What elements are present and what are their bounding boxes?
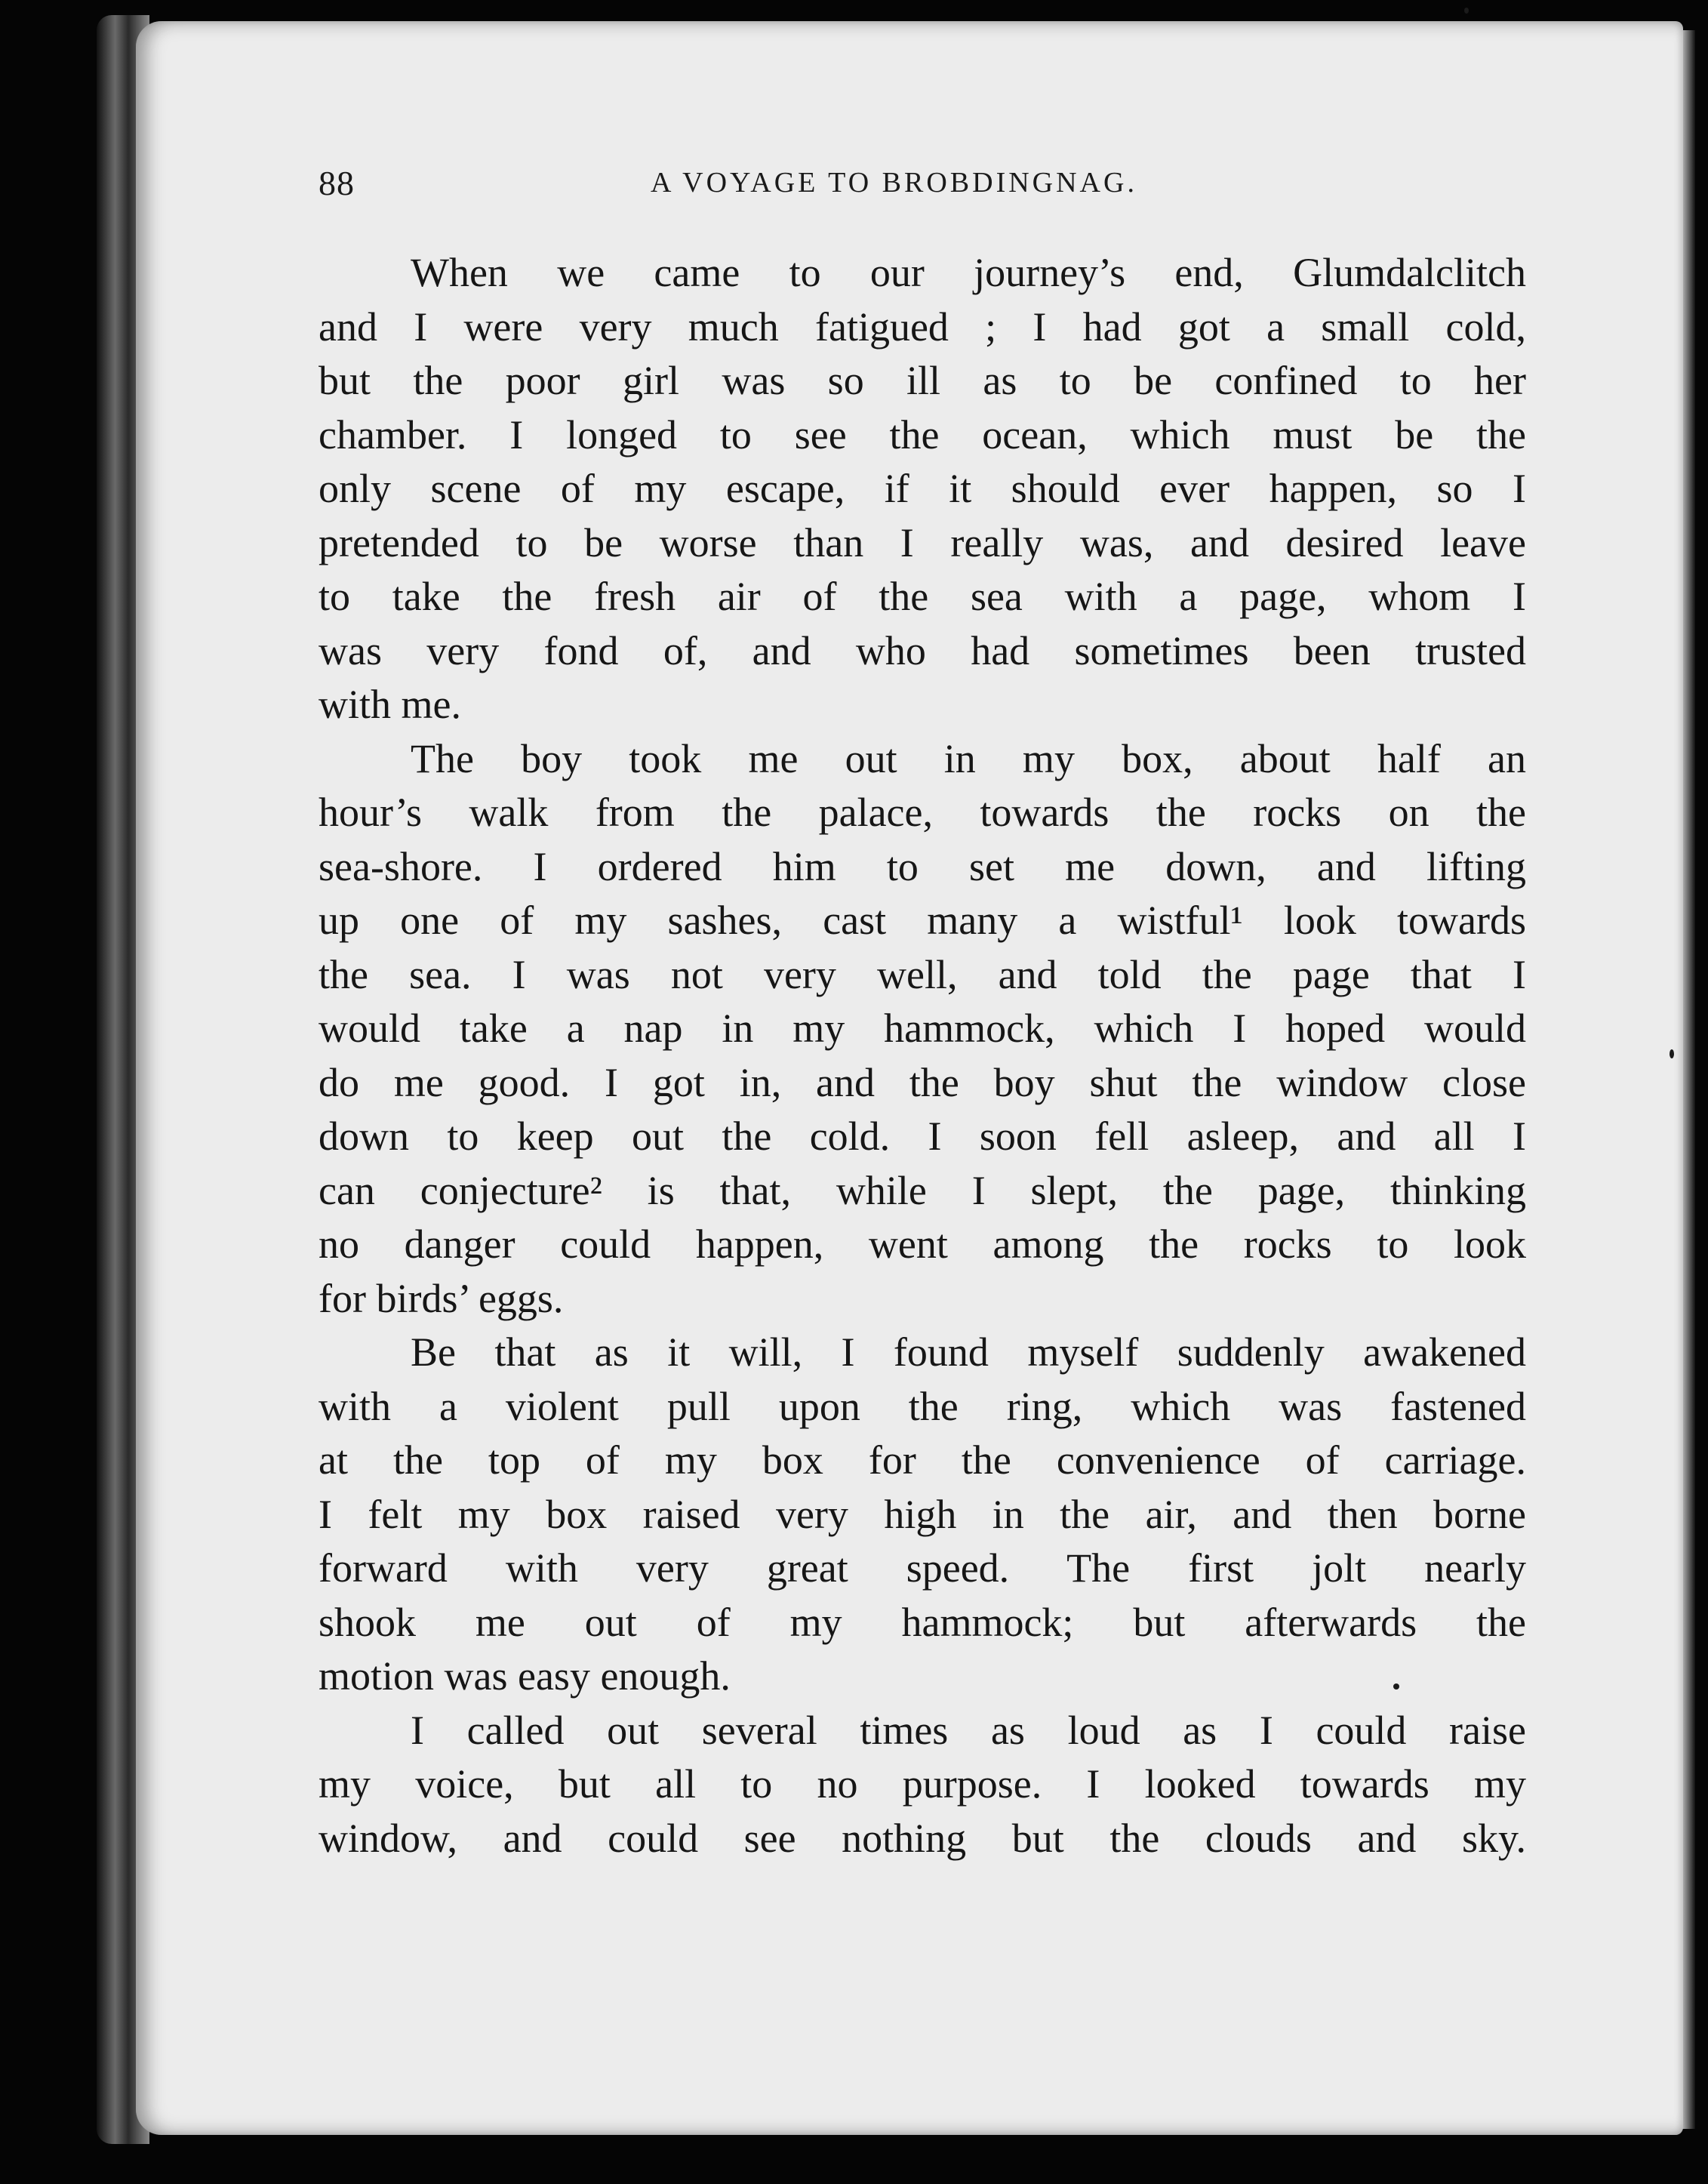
text-line: sea-shore. I ordered him to set me down, and lifting — [319, 843, 1526, 889]
text-line: down to keep out the cold. I soon fell asleep, and all I — [319, 1114, 1526, 1159]
scan-speck — [1393, 1683, 1399, 1690]
text-line: When we came to our journey’s end, Glumdalclitch — [411, 250, 1526, 295]
text-line: shook me out of my hammock; but afterwards the — [319, 1599, 1526, 1645]
page-edge-shadow — [1682, 30, 1695, 2129]
text-line: The boy took me out in my box, about half an — [411, 735, 1526, 781]
scan-speck — [1670, 1049, 1674, 1058]
text-line: the sea. I was not very well, and told the page that I — [319, 951, 1526, 997]
page-number: 88 — [319, 164, 355, 202]
running-title: A VOYAGE TO BROBDINGNAG. — [651, 167, 1137, 199]
text-line: pretended to be worse than I really was, and desired leave — [319, 519, 1526, 565]
text-line: would take a nap in my hammock, which I hoped would — [319, 1006, 1526, 1051]
text-line: up one of my sashes, cast many a wistful¹ look towards — [319, 898, 1526, 943]
text-line: I felt my box raised very high in the air, and then borne — [319, 1491, 1526, 1537]
text-line: my voice, but all to no purpose. I looked towards my — [319, 1761, 1526, 1807]
text-line: with me. — [319, 682, 461, 727]
text-line: was very fond of, and who had sometimes been trusted — [319, 627, 1526, 673]
text-line: at the top of my box for the convenience of carriage. — [319, 1437, 1526, 1483]
text-line: Be that as it will, I found myself suddenly awakened — [411, 1329, 1526, 1375]
text-line: forward with very great speed. The first jolt nearly — [319, 1545, 1526, 1591]
text-line: to take the fresh air of the sea with a page, whom I — [319, 574, 1526, 619]
text-line: no danger could happen, went among the rocks to look — [319, 1221, 1526, 1267]
paragraph — [319, 246, 1526, 732]
text-line: hour’s walk from the palace, towards the rocks on the — [319, 790, 1526, 835]
text-line: with a violent pull upon the ring, which was fastened — [319, 1383, 1526, 1429]
paragraph — [319, 1704, 1526, 1866]
running-header — [319, 163, 1534, 208]
paragraph — [319, 1326, 1526, 1704]
paragraph — [319, 732, 1526, 1326]
text-line: I called out several times as loud as I could raise — [411, 1707, 1526, 1753]
text-line: can conjecture² is that, while I slept, the page, thinking — [319, 1167, 1526, 1213]
text-line: chamber. I longed to see the ocean, which must be the — [319, 411, 1526, 457]
body-text — [319, 246, 1526, 1865]
scan-speck — [1464, 8, 1469, 14]
text-line: window, and could see nothing but the clouds and sky. — [319, 1815, 1526, 1861]
text-line: for birds’ eggs. — [319, 1275, 564, 1321]
text-line: and I were very much fatigued ; I had got a small cold, — [319, 303, 1526, 350]
text-line: but the poor girl was so ill as to be confined to her — [319, 358, 1526, 403]
text-line: only scene of my escape, if it should ever happen, so I — [319, 466, 1526, 511]
text-line: motion was easy enough. — [319, 1653, 731, 1699]
text-line: do me good. I got in, and the boy shut the window close — [319, 1059, 1526, 1105]
